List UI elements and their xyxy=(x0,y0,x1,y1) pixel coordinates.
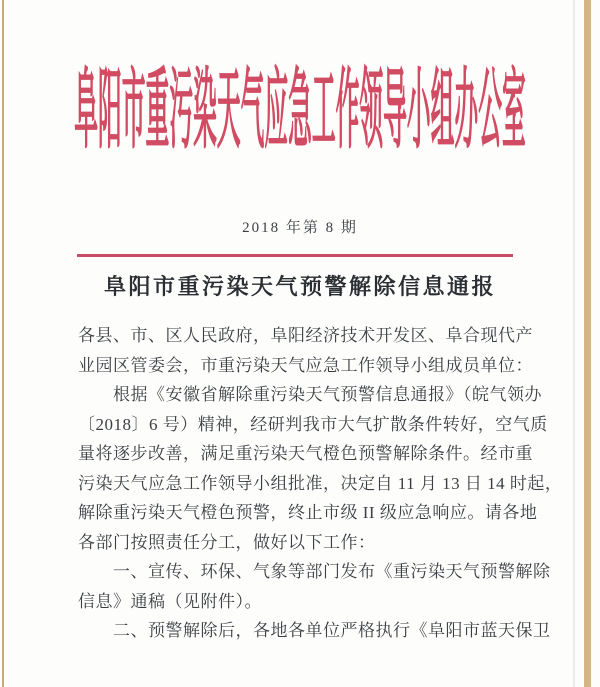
page-edge-shadow xyxy=(573,0,575,687)
body-line: 根据《安徽省解除重污染天气预警信息通报》（皖气领办 xyxy=(113,385,542,404)
list-item-line: 一、宣传、环保、气象等部门发布《重污染天气预警解除 xyxy=(113,562,551,581)
body-line: 解除重污染天气橙色预警，终止市级 II 级应急响应。请各地 xyxy=(78,503,538,522)
masthead-title: 阜阳市重污染天气应急工作领导小组办公室 xyxy=(74,63,526,160)
body-line: 〔2018〕6 号）精神，经研判我市大气扩散条件转好，空气质 xyxy=(78,414,548,434)
document-body xyxy=(78,321,563,646)
list-item-line: 二、预警解除后，各地各单位严格执行《阜阳市蓝天保卫 xyxy=(113,621,551,640)
list-item-line: 信息》通稿（见附件）。 xyxy=(78,591,262,611)
salutation-line: 各县、市、区人民政府，阜阳经济技术开发区、阜合现代产 xyxy=(78,326,533,345)
page-edge-right xyxy=(584,0,591,687)
salutation-line: 业园区管委会，市重污染天气应急工作领导小组成员单位： xyxy=(78,355,533,375)
title-divider xyxy=(77,254,513,257)
body-line: 各部门按照责任分工，做好以下工作： xyxy=(78,532,376,552)
document-title: 阜阳市重污染天气预警解除信息通报 xyxy=(103,274,496,299)
issue-number: 2018 年第 8 期 xyxy=(242,220,358,236)
body-line: 污染天气应急工作领导小组批准，决定自 11 月 13 日 14 时起， xyxy=(78,473,563,493)
body-line: 量将逐步改善，满足重污染天气橙色预警解除条件。经市重 xyxy=(78,444,533,463)
page-edge-left xyxy=(2,0,4,687)
